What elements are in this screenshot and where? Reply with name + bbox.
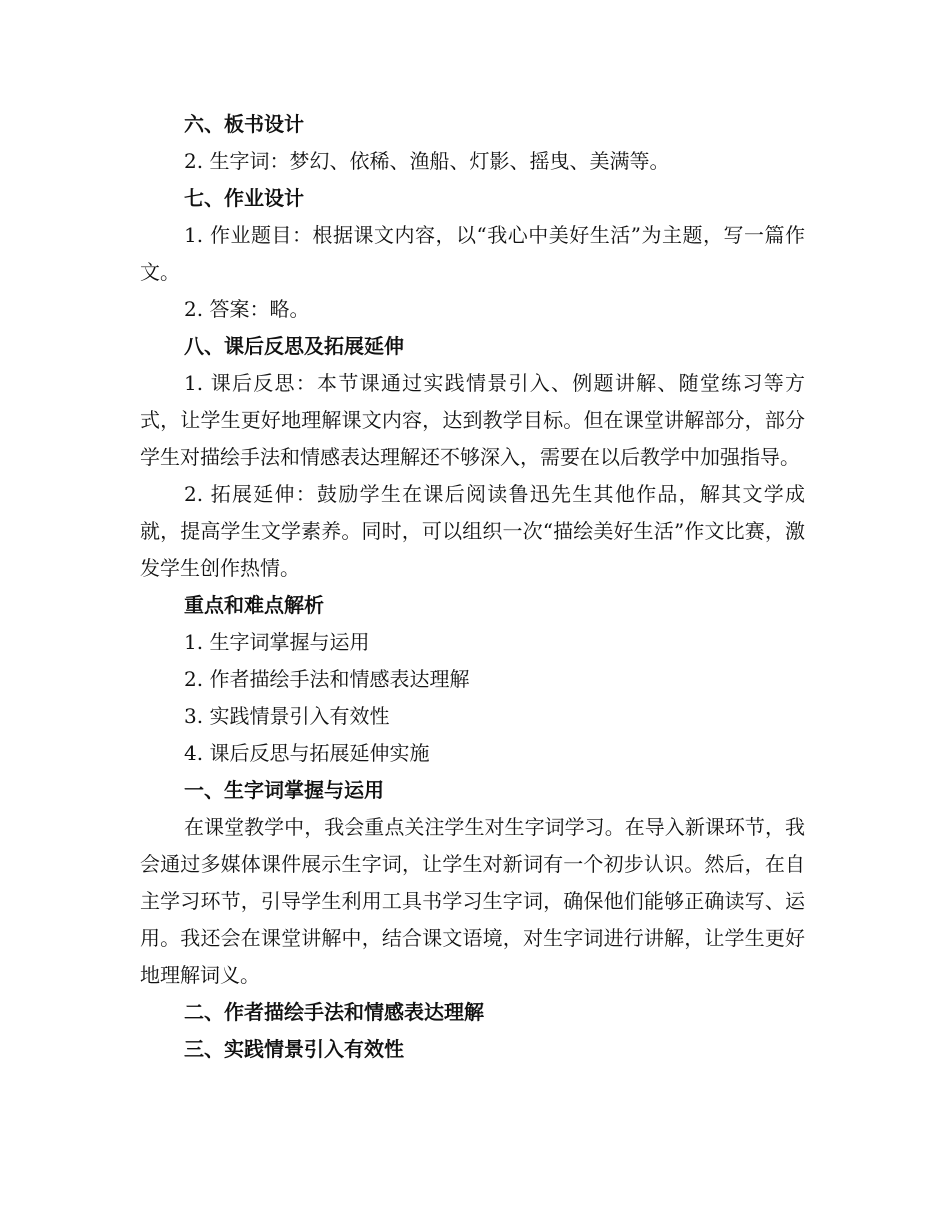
list-item: 4. 课后反思与拓展延伸实施	[184, 741, 430, 765]
list-item: 2. 答案：略。	[184, 297, 310, 321]
list-item: 2. 作者描绘手法和情感表达理解	[184, 667, 470, 691]
list-item: 2. 生字词：梦幻、依稀、渔船、灯影、摇曳、美满等。	[184, 149, 670, 173]
section-heading: 一、生字词掌握与运用	[184, 778, 384, 802]
document-body	[140, 106, 805, 1068]
paragraph: 在课堂教学中，我会重点关注学生对生字词学习。在导入新课环节，我会通过多媒体课件展示生字词，让学生对新词有一个初步认识。然后，在自主学习环节，引导学生利用工具书学习生字词，确保他们能够正确读写、运用。我还会在课堂讲解中，结合课文语境，对生字词进行讲解，让学生更好地理解词义。	[140, 815, 805, 987]
list-item: 1. 生字词掌握与运用	[184, 630, 370, 654]
paragraph: 1. 课后反思：本节课通过实践情景引入、例题讲解、随堂练习等方式，让学生更好地理解课文内容，达到教学目标。但在课堂讲解部分，部分学生对描绘手法和情感表达理解还不够深入，需要在以后教学中加强指导。	[140, 371, 805, 469]
section-heading: 二、作者描绘手法和情感表达理解	[184, 1000, 484, 1024]
section-heading: 七、作业设计	[184, 186, 304, 210]
paragraph: 1. 作业题目：根据课文内容，以“我心中美好生活”为主题，写一篇作文。	[140, 223, 805, 284]
list-item: 3. 实践情景引入有效性	[184, 704, 390, 728]
section-heading: 六、板书设计	[184, 112, 304, 136]
section-heading: 重点和难点解析	[184, 593, 324, 617]
section-heading: 八、课后反思及拓展延伸	[184, 334, 404, 358]
section-heading: 三、实践情景引入有效性	[184, 1037, 404, 1061]
paragraph: 2. 拓展延伸：鼓励学生在课后阅读鲁迅先生其他作品，解其文学成就，提高学生文学素养。同时，可以组织一次“描绘美好生活”作文比赛，激发学生创作热情。	[140, 482, 805, 580]
